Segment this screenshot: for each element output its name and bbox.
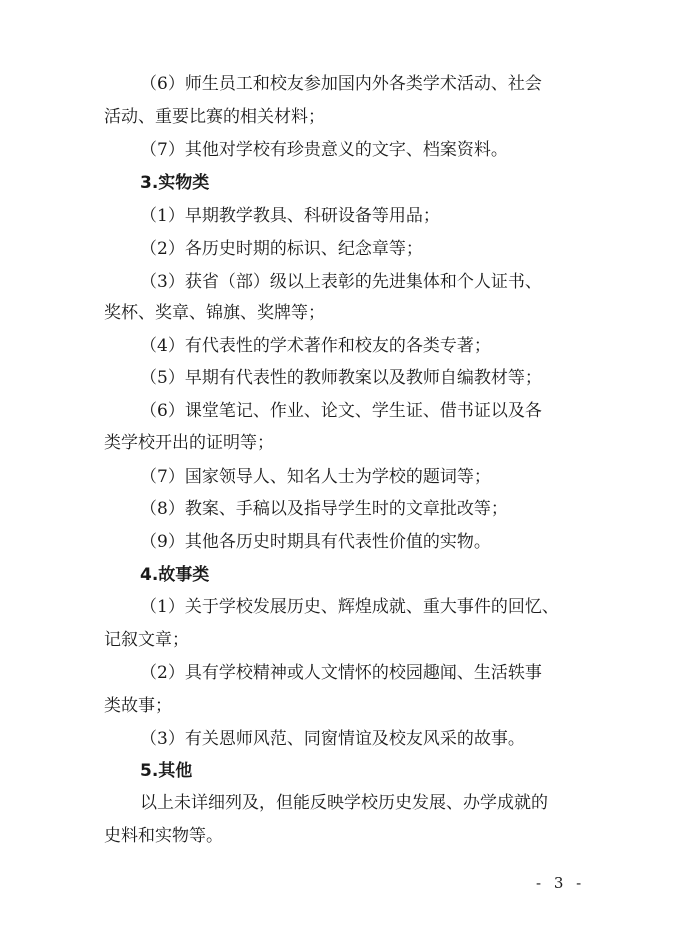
paragraph-line: 史料和实物等。 (104, 826, 223, 846)
section-heading-stories: 4.故事类 (140, 565, 210, 585)
paragraph-line: （2）具有学校精神或人文情怀的校园趣闻、生活轶事 (140, 663, 542, 683)
paragraph-line: （1）早期教学教具、科研设备等用品； (140, 206, 440, 226)
paragraph-line: 类故事； (104, 696, 172, 716)
paragraph-line: （7）其他对学校有珍贵意义的文字、档案资料。 (140, 140, 508, 160)
paragraph-line: （3）获省（部）级以上表彰的先进集体和个人证书、 (140, 272, 542, 292)
paragraph-line: （7）国家领导人、知名人士为学校的题词等； (140, 467, 491, 487)
paragraph-line: （3）有关恩师风范、同窗情谊及校友风采的故事。 (140, 729, 525, 749)
paragraph-line: （6）师生员工和校友参加国内外各类学术活动、社会 (140, 74, 542, 94)
paragraph-line: 以上未详细列及，但能反映学校历史发展、办学成就的 (140, 793, 548, 813)
paragraph-line: （5）早期有代表性的教师教案以及教师自编教材等； (140, 368, 542, 388)
section-heading-physical: 3.实物类 (140, 173, 210, 193)
paragraph-line: 奖杯、奖章、锦旗、奖牌等； (104, 303, 325, 323)
page-number: - 3 - (536, 874, 586, 892)
paragraph-line: （4）有代表性的学术著作和校友的各类专著； (140, 336, 491, 356)
paragraph-line: （8）教案、手稿以及指导学生时的文章批改等； (140, 499, 508, 519)
paragraph-line: （9）其他各历史时期具有代表性价值的实物。 (140, 532, 491, 552)
paragraph-line: （1）关于学校发展历史、辉煌成就、重大事件的回忆、 (140, 597, 559, 617)
paragraph-line: 记叙文章； (104, 630, 189, 650)
paragraph-line: 类学校开出的证明等； (104, 433, 274, 453)
paragraph-line: 活动、重要比赛的相关材料； (104, 107, 325, 127)
section-heading-other: 5.其他 (140, 761, 193, 781)
paragraph-line: （2）各历史时期的标识、纪念章等； (140, 239, 423, 259)
paragraph-line: （6）课堂笔记、作业、论文、学生证、借书证以及各 (140, 401, 542, 421)
